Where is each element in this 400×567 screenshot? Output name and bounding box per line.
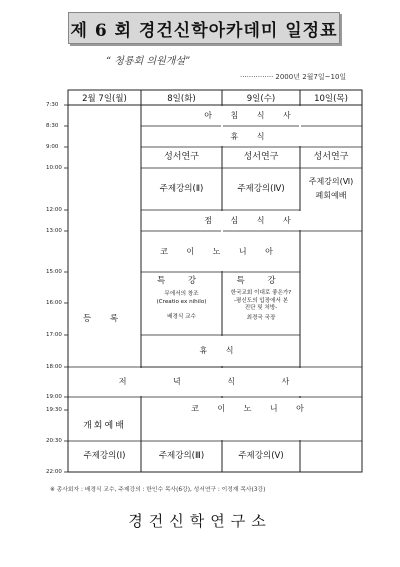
time-label: 7:30 — [46, 102, 59, 108]
theme-lecture-4: 주제강의(Ⅳ) — [237, 183, 285, 194]
time-label: 19:30 — [46, 407, 62, 413]
date-range: ··············· 2000년 2월7일~10일 — [240, 73, 347, 81]
theme-lecture-3: 주제강의(Ⅲ) — [158, 451, 205, 462]
column-header-day1: 2월 7일(월) — [82, 94, 127, 104]
theme-lecture-6-label: 주제강의(Ⅵ) — [308, 177, 354, 187]
time-label: 22:00 — [46, 469, 62, 475]
special-lecture-2-subtitle-2: 진단 및 처방- — [244, 305, 278, 312]
time-label: 20:30 — [46, 438, 62, 444]
special-lecture-2-title: 특 강 — [236, 276, 286, 286]
opening-worship-cell: 개회예배 — [83, 420, 126, 431]
theme-lecture-1: 주제강의(Ⅰ) — [83, 451, 126, 462]
time-label: 13:00 — [46, 228, 62, 234]
bible-study-day2: 성서연구 — [164, 152, 199, 163]
lunch-cell: 점 심 식 사 — [204, 215, 299, 225]
special-lecture-2 — [222, 272, 300, 335]
page-title: 제 6 회 경건신학아카데미 일정표 — [68, 12, 340, 44]
time-label: 9:00 — [46, 144, 59, 150]
rest-evening-cell: 휴 식 — [199, 346, 242, 356]
dinner-cell: 저 녁 식 사 — [118, 377, 312, 387]
footnote: ※ 총사회자 : 배경식 교수, 주제강의 : 한인수 목사(6강), 성서연구 : 이정재 목사(3강) — [50, 487, 266, 493]
time-label: 16:00 — [46, 300, 62, 306]
footer-organization: 경건신학연구소 — [128, 512, 272, 530]
time-label: 19:00 — [46, 394, 62, 400]
time-label: 18:00 — [46, 364, 62, 370]
handwritten-note: “ 청룡회 의원개설” — [106, 56, 191, 67]
time-label: 17:00 — [46, 332, 62, 338]
special-lecture-1-subtitle: (Creatio ex nihilo) — [156, 298, 207, 305]
theme-lecture-2: 주제강의(Ⅱ) — [159, 183, 204, 194]
special-lecture-1 — [141, 272, 222, 335]
special-lecture-2-topic: 한국교회 이대로 좋은가? — [230, 290, 292, 297]
koinonia-evening-cell: 코 이 노 니 아 — [191, 404, 312, 414]
theme-lecture-6 — [300, 168, 362, 210]
special-lecture-1-speaker: 배경식 교수 — [167, 314, 196, 321]
closing-worship-label: 폐회예배 — [315, 191, 347, 200]
special-lecture-2-subtitle: -평신도의 입장에서 본 — [233, 297, 289, 304]
breakfast-cell: 아 침 식 사 — [204, 110, 299, 120]
column-header-day4: 10일(목) — [314, 94, 348, 104]
theme-lecture-5: 주제강의(Ⅴ) — [238, 451, 284, 462]
bible-study-day4: 성서연구 — [313, 152, 349, 163]
special-lecture-1-topic: 무에서의 창조 — [164, 291, 199, 298]
special-lecture-2-speaker: 최경국 국장 — [246, 314, 276, 321]
special-lecture-1-title: 특 강 — [156, 276, 207, 286]
column-header-day2: 8일(화) — [167, 94, 196, 104]
time-label: 10:00 — [46, 165, 62, 171]
koinonia-afternoon-cell: 코 이 노 니 아 — [160, 246, 281, 256]
time-label: 15:00 — [46, 269, 62, 275]
time-label: 12:00 — [46, 207, 62, 213]
registration-cell: 등 록 — [82, 314, 127, 325]
rest-morning-cell: 휴 식 — [230, 131, 273, 141]
column-header-day3: 9일(수) — [246, 94, 276, 104]
time-label: 8:30 — [46, 123, 59, 129]
bible-study-day3: 성서연구 — [243, 152, 279, 163]
